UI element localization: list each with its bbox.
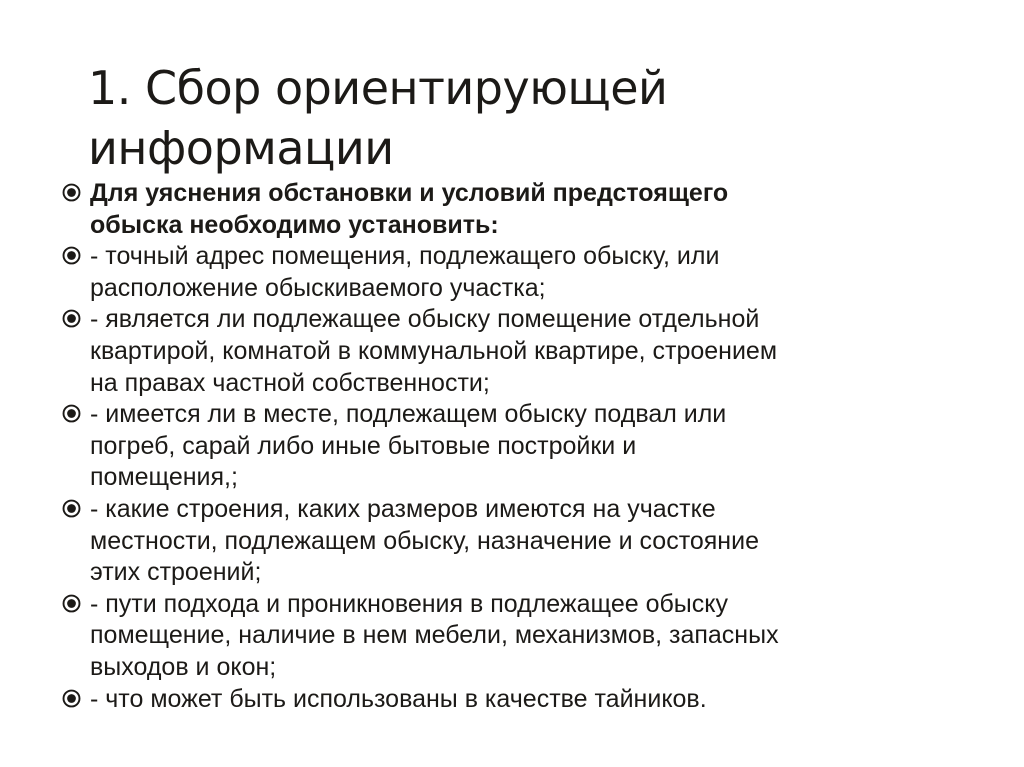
list-item-line: - имеется ли в месте, подлежащем обыску подвал или <box>90 400 727 429</box>
list-item-line: квартирой, комнатой в коммунальной квартире, строением <box>90 336 778 365</box>
slide-title <box>88 58 948 178</box>
list-item <box>62 684 982 716</box>
list-item <box>62 399 982 494</box>
list-item-line: погреб, сарай либо иные бытовые постройки и <box>90 431 637 460</box>
list-item-line: расположение обыскиваемого участка; <box>90 273 546 302</box>
list-item <box>62 178 982 241</box>
list-item-line: выходов и окон; <box>90 652 277 681</box>
list-item-line: местности, подлежащем обыску, назначение и состояние <box>90 526 759 555</box>
bullet-list <box>62 178 982 715</box>
list-item <box>62 589 982 684</box>
target-bullet-icon <box>62 309 81 328</box>
list-item-line: Для уяснения обстановки и условий предстоящего <box>90 179 729 207</box>
target-bullet-icon <box>62 246 81 265</box>
slide-title-line-1: 1. Сбор ориентирующей <box>88 61 668 115</box>
target-bullet-icon <box>62 689 81 708</box>
slide-title-line-2: информации <box>88 121 394 175</box>
list-item-line: - точный адрес помещения, подлежащего обыску, или <box>90 242 720 271</box>
list-item-line: - пути подхода и проникновения в подлежащее обыску <box>90 589 728 618</box>
list-item-line: помещение, наличие в нем мебели, механизмов, запасных <box>90 621 779 650</box>
list-item-line: - что может быть использованы в качестве тайников. <box>90 684 707 713</box>
target-bullet-icon <box>62 594 81 613</box>
list-item-line: - является ли подлежащее обыску помещение отдельной <box>90 305 760 334</box>
list-item-line: обыска необходимо установить: <box>90 210 499 239</box>
list-item-line: - какие строения, каких размеров имеются на участке <box>90 494 716 523</box>
list-item <box>62 241 982 304</box>
list-item-line: помещения,; <box>90 463 238 492</box>
target-bullet-icon <box>62 183 81 202</box>
list-item-line: на правах частной собственности; <box>90 368 490 397</box>
target-bullet-icon <box>62 499 81 518</box>
list-item <box>62 304 982 399</box>
target-bullet-icon <box>62 404 81 423</box>
list-item-line: этих строений; <box>90 558 262 587</box>
list-item <box>62 494 982 589</box>
